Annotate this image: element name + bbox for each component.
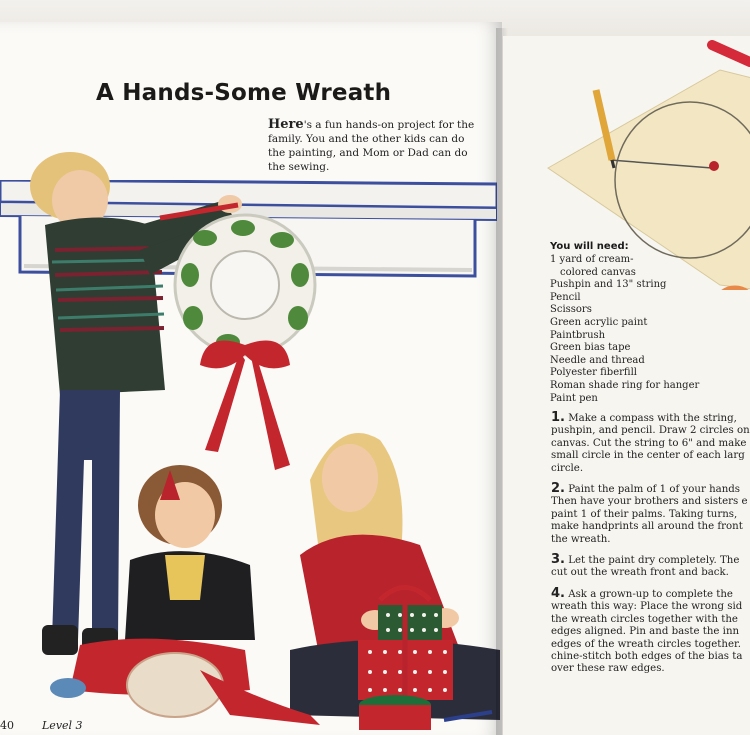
wreath-illustration — [175, 215, 315, 470]
materials-list — [550, 254, 720, 405]
compass-diagram — [540, 40, 750, 290]
step-2: 2. Paint the palm of 1 of your hands Then have your brothers and sisters e paint 1 of their palms. Taking turns, make handprints all around the front the wreath. — [551, 481, 748, 545]
step-1: 1. Make a compass with the string, pushpin, and pencil. Draw 2 circles on canvas. Cut the string to 6" and make small circle in the center of each larg circle. — [551, 410, 750, 474]
level-label: Level 3 — [42, 719, 83, 732]
materials-heading: You will need: — [550, 241, 629, 252]
list-item: Paintbrush — [550, 329, 606, 341]
step-3: 3. Let the paint dry completely. The cut out the wreath front and back. — [551, 552, 740, 579]
page-number: 40 — [0, 719, 14, 732]
list-item: Polyester fiberfill — [550, 367, 637, 379]
instruction-steps — [551, 412, 750, 684]
page-title: A Hands-Some Wreath — [96, 80, 392, 106]
step-4: 4. Ask a grown-up to complete the wreath this way: Place the wrong sid the wreath circles together with the edges aligned. Pin and baste the inn edges of the wreath circles together. chine-stitch both edges of the bias ta over these raw edges. — [551, 585, 743, 675]
list-item: Paint pen — [550, 392, 598, 404]
list-item: Pencil — [550, 291, 581, 303]
list-item: 1 yard of cream- colored canvas — [550, 254, 636, 278]
list-item: Scissors — [550, 304, 592, 316]
list-item: Needle and thread — [550, 354, 645, 366]
intro-text: 's a fun hands-on project for the family. You and the other kids can do the painting, and Mom or Dad can do the sewing. — [268, 119, 475, 173]
list-item: Green acrylic paint — [550, 316, 648, 328]
list-item: Roman shade ring for hanger — [550, 379, 700, 391]
list-item: Green bias tape — [550, 342, 631, 354]
list-item: Pushpin and 13" string — [550, 279, 667, 291]
intro-lead: Here — [268, 117, 304, 132]
photo-illustration — [0, 140, 500, 735]
